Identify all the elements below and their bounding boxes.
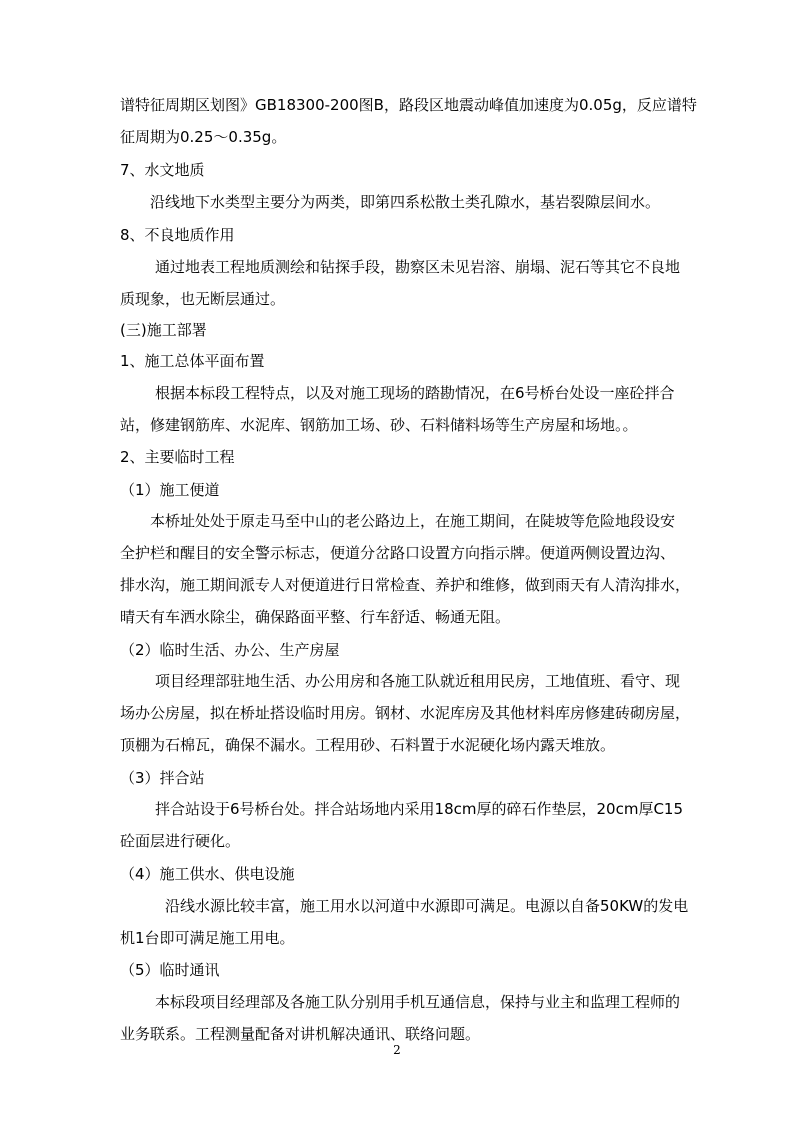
text-line: 砼面层进行硬化。 [120,832,241,850]
text-line: 谱特征周期区划图》GB18300-200图B，路段区地震动峰值加速度为0.05g，反应谱特 [120,96,697,114]
text-line: 质现象，也无断层通过。 [120,290,286,308]
section-heading: 2、主要临时工程 [120,448,235,466]
text-line: 拌合站设于6号桥台处。拌合站场地内采用18cm厚的碎石作垫层，20cm厚C15 [155,800,683,818]
section-heading: 1、施工总体平面布置 [120,352,265,370]
text-line: 场办公房屋，拟在桥址搭设临时用房。钢材、水泥库房及其他材料库房修建砖砌房屋， [120,704,691,722]
text-line: 沿线地下水类型主要分为两类，即第四系松散土类孔隙水，基岩裂隙层间水。 [150,193,661,211]
section-heading: (三)施工部署 [120,321,207,339]
text-line: 晴天有车洒水除尘，确保路面平整、行车舒适、畅通无阻。 [120,608,511,626]
text-line: 沿线水源比较丰富，施工用水以河道中水源即可满足。电源以自备50KW的发电 [165,897,689,915]
subsection-heading: （1）施工便道 [120,481,220,499]
subsection-heading: （5）临时通讯 [120,961,220,979]
text-line: 机1台即可满足施工用电。 [120,929,295,947]
text-line: 通过地表工程地质测绘和钻探手段，勘察区未见岩溶、崩塌、泥石等其它不良地 [155,258,681,276]
subsection-heading: （2）临时生活、办公、生产房屋 [120,641,340,659]
subsection-heading: （4）施工供水、供电设施 [120,865,295,883]
text-line: 项目经理部驻地生活、办公用房和各施工队就近租用民房，工地值班、看守、现 [155,672,681,690]
section-heading: 7、水文地质 [120,161,205,179]
text-line: 根据本标段工程特点，以及对施工现场的踏勘情况，在6号桥台处设一座砼拌合 [155,384,675,402]
page-number: 2 [393,1043,401,1057]
text-line: 征周期为0.25～0.35g。 [120,128,287,146]
text-line: 本标段项目经理部及各施工队分别用手机互通信息，保持与业主和监理工程师的 [155,993,681,1011]
text-line: 顶棚为石棉瓦，确保不漏水。工程用砂、石料置于水泥硬化场内露天堆放。 [120,736,616,754]
subsection-heading: （3）拌合站 [120,769,205,787]
text-line: 排水沟，施工期间派专人对便道进行日常检查、养护和维修，做到雨天有人清沟排水， [120,576,691,594]
text-line: 全护栏和醒目的安全警示标志，便道分岔路口设置方向指示牌。便道两侧设置边沟、 [120,544,676,562]
text-line: 站，修建钢筋库、水泥库、钢筋加工场、砂、石料储料场等生产房屋和场地。。 [120,416,638,434]
text-line: 本桥址处处于原走马至中山的老公路边上，在施工期间，在陡坡等危险地段设安 [150,512,676,530]
section-heading: 8、不良地质作用 [120,226,235,244]
text-line: 业务联系。工程测量配备对讲机解决通讯、联络问题。 [120,1025,481,1043]
